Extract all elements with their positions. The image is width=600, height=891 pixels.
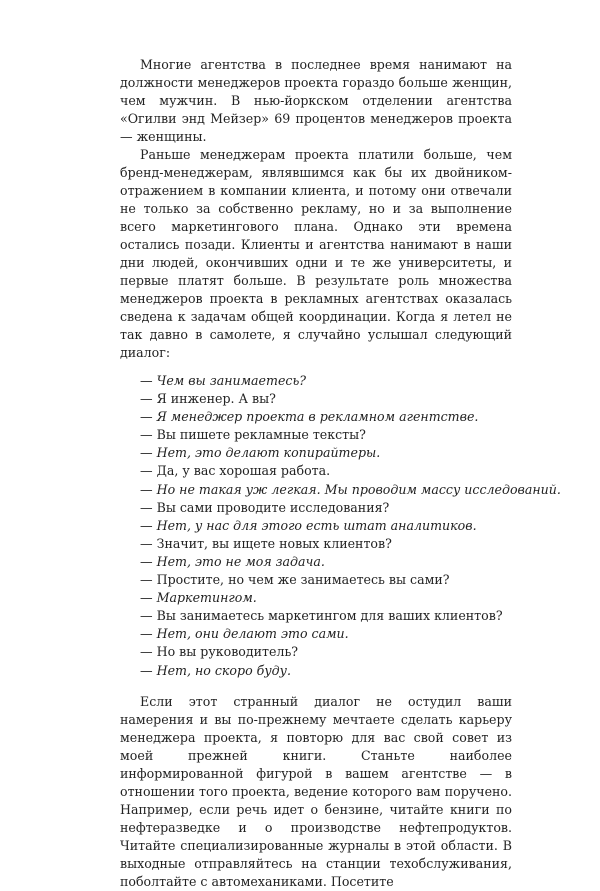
paragraph-advice: Если этот странный диалог не остудил ваши намерения и вы по-прежнему мечтаете сделать карьеру менеджера проекта, я повторю для вас свой совет из моей прежней книги. Станьте наиболее информированной фигурой в вашем агентстве — в отношении того проекта, ведение которого вам поручено. Например, если речь идет о бензине, читайте книги по нефтеразведке и о производстве нефтепродуктов. Читайте специализированные журналы в этой области. В выходные отправляйтесь на станции техобслуживания, поболтайте с автомеханиками. Посетите	[120, 693, 512, 889]
dialog-line: — Вы занимаетесь маркетингом для ваших клиентов?	[140, 608, 503, 624]
dialog-line: — Нет, у нас для этого есть штат аналитиков.	[140, 517, 477, 533]
dialog-line: — Но не такая уж легкая. Мы проводим массу исследований.	[140, 481, 561, 497]
dialog-line: — Простите, но чем же занимаетесь вы сами?	[140, 572, 450, 588]
dialog-line: — Вы сами проводите исследования?	[140, 499, 390, 515]
dialog-line: — Значит, вы ищете новых клиентов?	[140, 535, 392, 551]
dialog-line: — Нет, они делают это сами.	[140, 626, 349, 642]
dialog-line: — Я инженер. А вы?	[140, 391, 276, 407]
dialog-line: — Но вы руководитель?	[140, 644, 299, 660]
dialog-line: — Вы пишете рекламные тексты?	[140, 427, 366, 443]
dialog-line: — Да, у вас хорошая работа.	[140, 463, 331, 479]
dialog-line: — Нет, но скоро буду.	[140, 662, 291, 678]
paragraph-intro: Многие агентства в последнее время нанимают на должности менеджеров проекта гораздо больше женщин, чем мужчин. В нью-йоркском отделении агентства «Огилви энд Мейзер» 69 процентов менеджеров проекта — женщины.	[120, 57, 512, 144]
dialog-line: — Маркетингом.	[140, 590, 257, 606]
dialog-line: — Чем вы занимаетесь?	[140, 373, 307, 388]
dialog-list	[120, 372, 561, 680]
page-text-block	[120, 56, 561, 891]
dialog-line: — Я менеджер проекта в рекламном агентстве.	[140, 409, 479, 425]
dialog-line: — Нет, это делают копирайтеры.	[140, 445, 381, 461]
dialog-line: — Нет, это не моя задача.	[140, 553, 325, 569]
paragraph-history: Раньше менеджерам проекта платили больше, чем бренд-менеджерам, являвшимся как бы их двойником-отражением в компании клиента, и потому они отвечали не только за собственно рекламу, но и за выполнение всего маркетингового плана. Однако эти времена остались позади. Клиенты и агентства нанимают в наши дни людей, окончивших одни и те же университеты, и первые платят больше. В результате роль множества менеджеров проекта в рекламных агентствах оказалась сведена к задачам общей координации. Когда я летел не так давно в самолете, я случайно услышал следующий диалог:	[120, 147, 512, 360]
